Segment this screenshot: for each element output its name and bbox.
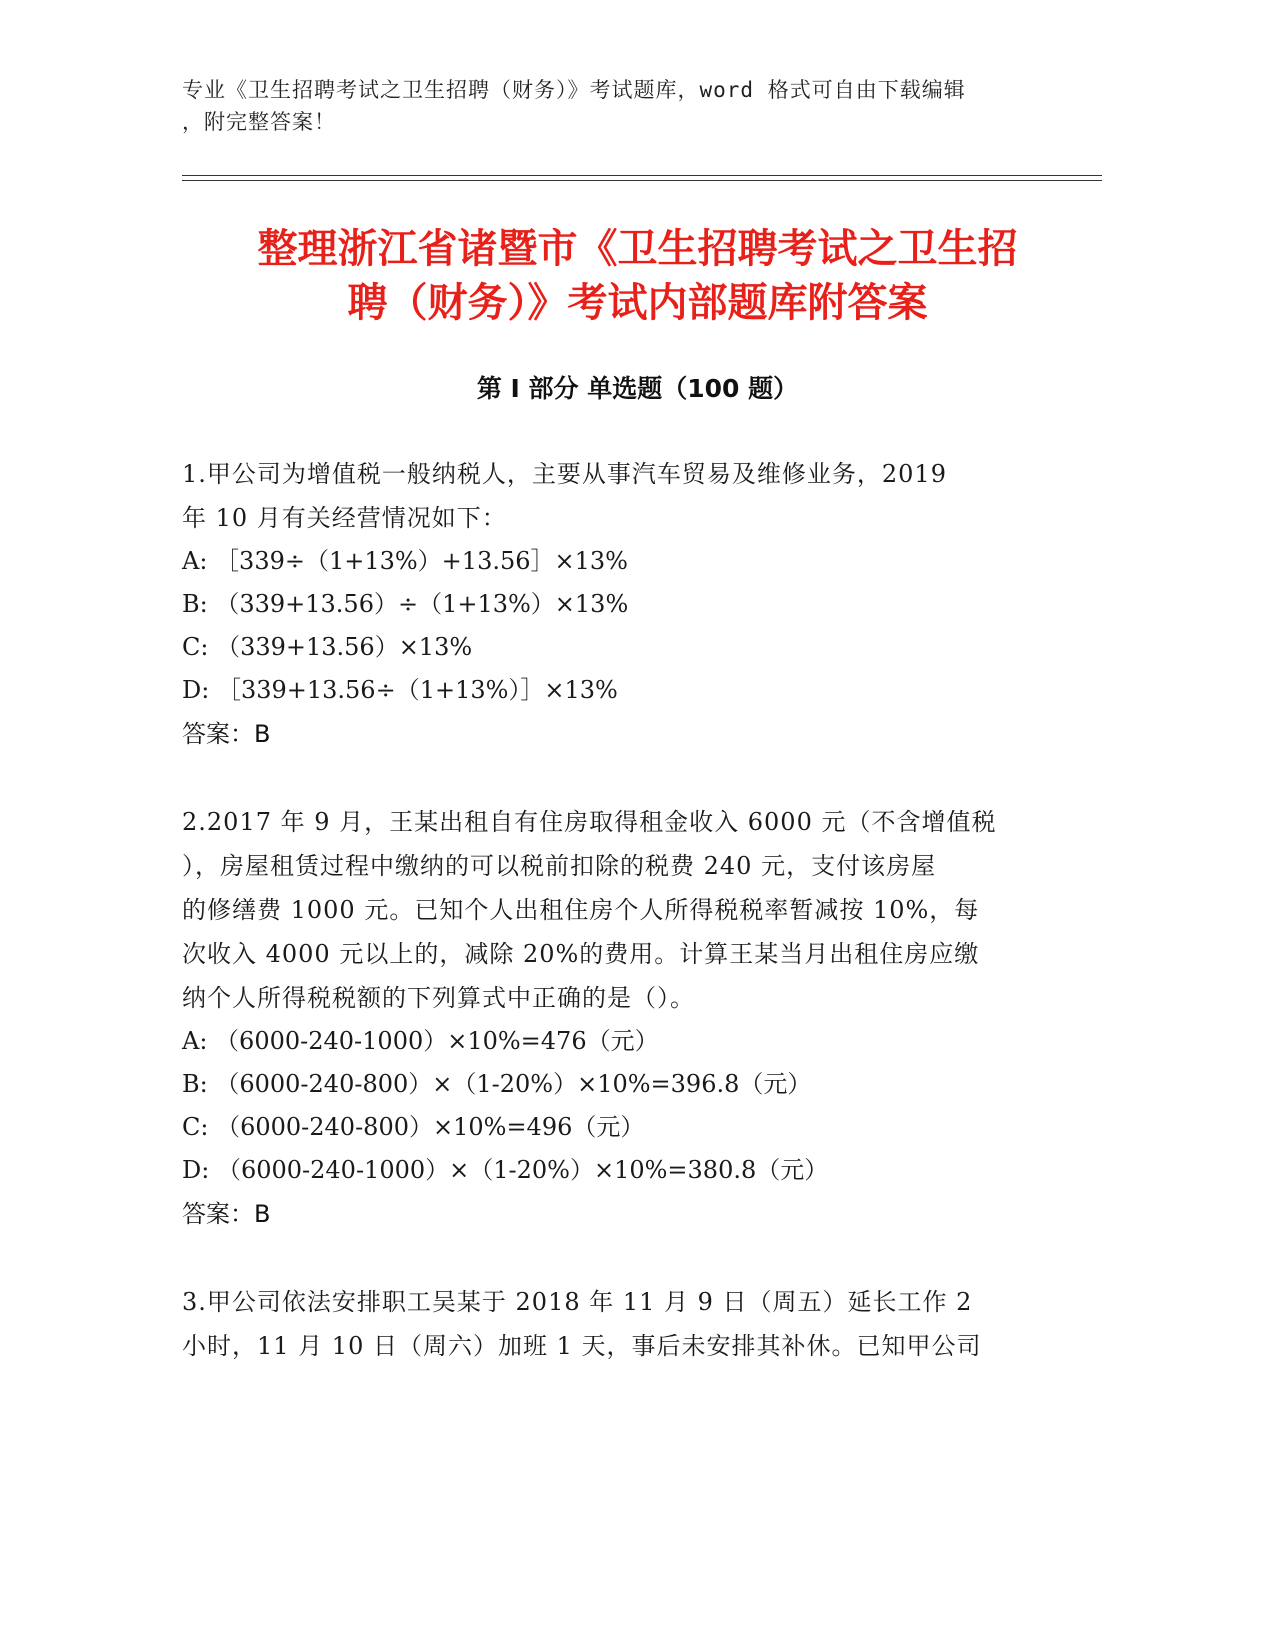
header-divider-bottom — [182, 180, 1102, 181]
answer-line: 答案：B — [182, 1200, 271, 1228]
section-heading: 第 I 部分 单选题（100 题） — [476, 374, 799, 403]
question-stem-line: 年 10 月有关经营情况如下： — [182, 504, 507, 532]
option-c: C: （6000-240-800）×10%=496（元） — [182, 1113, 645, 1141]
option-a: A: ［339÷（1+13%）+13.56］×13% — [182, 547, 628, 575]
question-item — [182, 452, 1062, 756]
question-stem-line: 1.甲公司为增值税一般纳税人，主要从事汽车贸易及维修业务，2019 — [182, 460, 947, 488]
question-stem-line: 纳个人所得税税额的下列算式中正确的是（）。 — [182, 984, 695, 1012]
option-b: B: （339+13.56）÷（1+13%）×13% — [182, 590, 629, 618]
header-divider-top — [182, 175, 1102, 176]
header-note-line: 专业《卫生招聘考试之卫生招聘（财务）》考试题库，word 格式可自由下载编辑 — [182, 78, 966, 102]
question-item — [182, 800, 1062, 1236]
question-list — [182, 452, 1062, 1368]
answer-line: 答案：B — [182, 720, 271, 748]
question-spacer — [182, 756, 1062, 800]
header-note-line: ，附完整答案！ — [182, 110, 336, 134]
question-spacer — [182, 1236, 1062, 1280]
header-note — [182, 74, 1042, 138]
option-a: A: （6000-240-1000）×10%=476（元） — [182, 1027, 659, 1055]
option-c: C: （339+13.56）×13% — [182, 633, 473, 661]
option-b: B: （6000-240-800）×（1-20%）×10%=396.8（元） — [182, 1070, 812, 1098]
question-stem-line: 3.甲公司依法安排职工吴某于 2018 年 11 月 9 日（周五）延长工作 2 — [182, 1288, 973, 1316]
option-d: D: ［339+13.56÷（1+13%）］×13% — [182, 676, 618, 704]
question-stem-line: ），房屋租赁过程中缴纳的可以税前扣除的税费 240 元，支付该房屋 — [182, 852, 937, 880]
document-title-line: 整理浙江省诸暨市《卫生招聘考试之卫生招 — [257, 226, 1018, 272]
question-stem-line: 次收入 4000 元以上的，减除 20%的费用。计算王某当月出租住房应缴 — [182, 940, 980, 968]
document-title-line: 聘（财务）》考试内部题库附答案 — [347, 280, 928, 326]
question-stem-line: 2.2017 年 9 月，王某出租自有住房取得租金收入 6000 元（不含增值税 — [182, 808, 997, 836]
question-stem-line: 小时，11 月 10 日（周六）加班 1 天，事后未安排其补休。已知甲公司 — [182, 1332, 982, 1360]
option-d: D: （6000-240-1000）×（1-20%）×10%=380.8（元） — [182, 1156, 829, 1184]
question-stem-line: 的修缮费 1000 元。已知个人出租住房个人所得税税率暂减按 10%，每 — [182, 896, 980, 924]
question-item — [182, 1280, 1062, 1368]
document-title — [150, 222, 1125, 330]
